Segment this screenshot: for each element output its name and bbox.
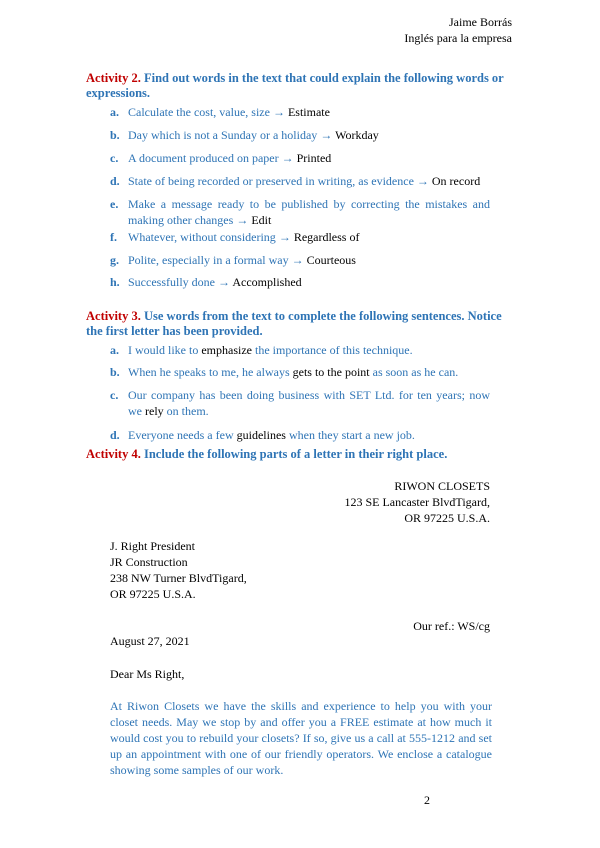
item-letter: e. [110,197,119,211]
item-prompt: Whatever, without considering [128,230,276,244]
item-prompt: Calculate the cost, value, size [128,105,270,119]
sentence-end: the importance of this technique. [254,343,413,357]
sentence-start: Our company has been doing business with SET Ltd. for ten years; now we [128,388,490,418]
letter-body: At Riwon Closets we have the skills and experience to help you with your closet needs. May we stop by and offer you a FREE estimate at how much it would cost you to rebuild your closets? If so, give us a call at 555-1212 and set up an appointment with one of our friendly operators. We enclose a catalogue showing some samples of our work. [110,699,492,777]
item-letter: g. [110,253,119,267]
item-letter: a. [110,105,119,119]
item-answer: Courteous [306,253,356,267]
arrow-icon: → [272,105,285,119]
activity3-instruction: Use words from the text to complete the following sentences. Notice the first letter has been provided. [86,309,502,338]
sentence-end: as soon as he can. [372,365,459,379]
salutation: Dear Ms Right, [110,667,185,681]
activity3-label: Activity 3. [86,309,141,323]
sentence-end: when they start a new job. [288,428,415,442]
sender-address [300,478,490,526]
activity2-heading [86,71,516,101]
item-answer: Accomplished [232,275,302,289]
arrow-icon: → [217,275,230,289]
sentence-start: I would like to [128,343,199,357]
item-text [128,252,490,268]
recipient-line: 238 NW Turner BlvdTigard, [110,571,247,585]
item-prompt: Polite, especially in a formal way [128,253,289,267]
item-text [128,150,490,166]
page-number: 2 [424,793,430,807]
item-answer: Workday [335,128,379,142]
item-answer: Edit [251,213,272,227]
item-letter: d. [110,174,120,188]
recipient-line: J. Right President [110,539,196,553]
item-text [128,127,490,143]
activity4-instruction: Include the following parts of a letter in their right place. [143,447,448,461]
activity2-label: Activity 2. [86,71,141,85]
header-author: Jaime Borrás [449,15,512,29]
recipient-address [110,538,247,602]
activity4-label: Activity 4. [86,447,141,461]
item-answer: Estimate [287,105,330,119]
item-text [128,104,490,120]
item-text [128,173,490,189]
item-letter: f. [110,230,117,244]
item-letter: b. [110,365,120,379]
activity3-heading [86,309,516,339]
item-letter: d. [110,428,120,442]
item-text [128,229,490,245]
item-text [128,274,490,290]
sentence-answer: guidelines [236,428,286,442]
arrow-icon: → [320,128,333,142]
activity2-instruction: Find out words in the text that could explain the following words or expressions. [86,71,504,100]
item-prompt: Successfully done [128,275,215,289]
item-text [128,196,490,228]
sentence-end: on them. [166,404,209,418]
item-letter: b. [110,128,120,142]
arrow-icon: → [291,253,304,267]
sentence-answer: gets to the point [292,365,370,379]
item-prompt: Day which is not a Sunday or a holiday [128,128,318,142]
arrow-icon: → [278,230,291,244]
item-answer: On record [431,174,481,188]
header-course: Inglés para la empresa [404,31,512,45]
sentence-answer: rely [145,404,164,418]
item-text [128,387,490,419]
reference-line: Our ref.: WS/cg [413,619,490,633]
sentence-answer: emphasize [201,343,252,357]
item-prompt: A document produced on paper [128,151,279,165]
arrow-icon: → [416,174,429,188]
item-letter: c. [110,388,119,402]
item-text [128,427,490,443]
item-text [128,364,490,380]
letter-date: August 27, 2021 [110,634,190,648]
item-answer: Printed [296,151,332,165]
item-prompt: Make a message ready to be published by correcting the mistakes and making other changes [128,197,490,227]
sender-line: OR 97225 U.S.A. [404,511,490,525]
recipient-line: JR Construction [110,555,188,569]
arrow-icon: → [236,213,249,227]
sender-line: RIWON CLOSETS [394,479,490,493]
sender-line: 123 SE Lancaster BlvdTigard, [344,495,490,509]
item-text [128,342,490,358]
item-letter: h. [110,275,120,289]
sentence-start: Everyone needs a few [128,428,234,442]
item-letter: c. [110,151,119,165]
activity4-heading [86,447,516,462]
item-prompt: State of being recorded or preserved in writing, as evidence [128,174,414,188]
item-answer: Regardless of [293,230,360,244]
arrow-icon: → [281,151,294,165]
sentence-start: When he speaks to me, he always [128,365,290,379]
recipient-line: OR 97225 U.S.A. [110,587,196,601]
item-letter: a. [110,343,119,357]
